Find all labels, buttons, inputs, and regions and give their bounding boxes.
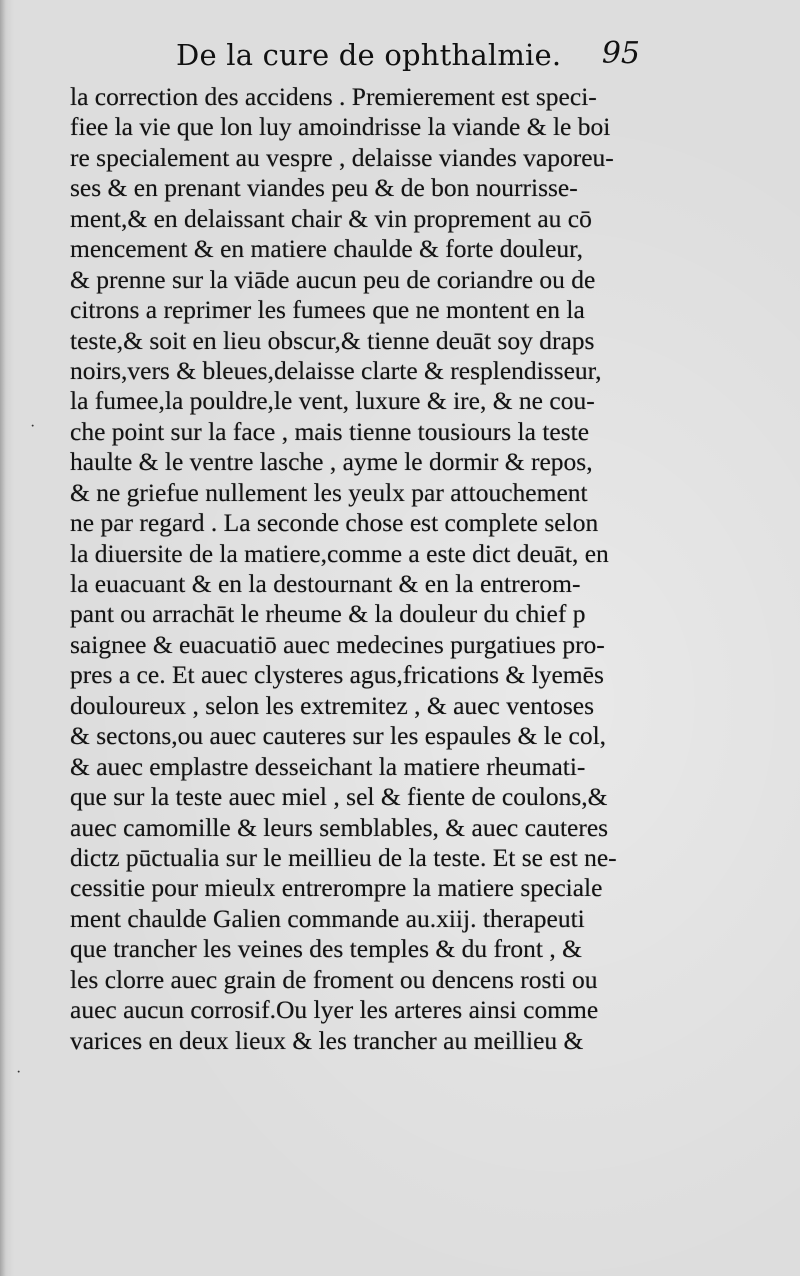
text-line: auec aucun corrosif.Ou lyer les arteres ainsi comme: [70, 995, 599, 1025]
text-line: che point sur la face , mais tienne tousiours la teste: [70, 416, 590, 446]
text-line: citrons a reprimer les fumees que ne montent en la: [70, 295, 585, 325]
body-text: [70, 82, 710, 1056]
text-line: douloureux , selon les extremitez , & auec ventoses: [70, 690, 595, 720]
text-line: fiee la vie que lon luy amoindrisse la viande & le boi: [70, 112, 611, 142]
text-line: que sur la teste auec miel , sel & fiente de coulons,&: [70, 782, 608, 812]
text-line: que trancher les veines des temples & du front , &: [70, 934, 582, 964]
text-line: pres a ce. Et auec clysteres agus,frications & lyemēs: [70, 660, 604, 690]
text-line: ment chaulde Galien commande au.xiij. therapeuti: [70, 903, 585, 933]
page-number: 95: [601, 36, 640, 71]
text-line: ses & en prenant viandes peu & de bon nourrisse-: [70, 173, 578, 203]
text-line: & prenne sur la viāde aucun peu de coriandre ou de: [70, 264, 596, 294]
text-line: dictz pūctualia sur le meillieu de la teste. Et se est ne-: [70, 842, 617, 872]
text-line: teste,& soit en lieu obscur,& tienne deuāt soy draps: [70, 325, 595, 355]
text-line: les clorre auec grain de froment ou dencens rosti ou: [70, 964, 598, 994]
running-head: [170, 38, 640, 82]
text-line: la euacuant & en la destournant & en la entrerom-: [70, 569, 581, 598]
text-line: & auec emplastre desseichant la matiere rheumati-: [70, 751, 586, 781]
text-line: la correction des accidens . Premierement est speci-: [70, 82, 597, 111]
text-line: ne par regard . La seconde chose est complete selon: [70, 508, 599, 538]
text-line: auec camomille & leurs semblables, & auec cauteres: [70, 812, 609, 842]
text-line: haulte & le ventre lasche , ayme le dormir & repos,: [70, 447, 593, 477]
text-line: & ne griefue nullement les yeulx par attouchement: [70, 477, 588, 507]
text-line: & sectons,ou auec cauteres sur les espaules & le col,: [70, 721, 607, 751]
running-title: De la cure de ophthalmie.: [176, 38, 562, 72]
text-line: ment,& en delaissant chair & vin proprement au cō: [70, 203, 592, 233]
text-line: pant ou arrachāt le rheume & la douleur du chief p: [70, 599, 586, 629]
text-line: varices en deux lieux & les trancher au meillieu &: [70, 1025, 584, 1055]
text-line: la fumee,la pouldre,le vent, luxure & ire, & ne cou-: [70, 386, 595, 416]
margin-speck: ·: [16, 1064, 22, 1081]
text-line: la diuersite de la matiere,comme a este dict deuāt, en: [70, 538, 609, 568]
text-line: cessitie pour mieulx entrerompre la matiere speciale: [70, 873, 603, 903]
text-line: noirs,vers & bleues,delaisse clarte & resplendisseur,: [70, 355, 602, 385]
margin-speck: ·: [30, 418, 36, 435]
text-line: re specialement au vespre , delaisse viandes vaporeu-: [70, 142, 614, 172]
text-line: saignee & euacuatiō auec medecines purgatiues pro-: [70, 629, 605, 659]
text-line: mencement & en matiere chaulde & forte douleur,: [70, 234, 584, 264]
